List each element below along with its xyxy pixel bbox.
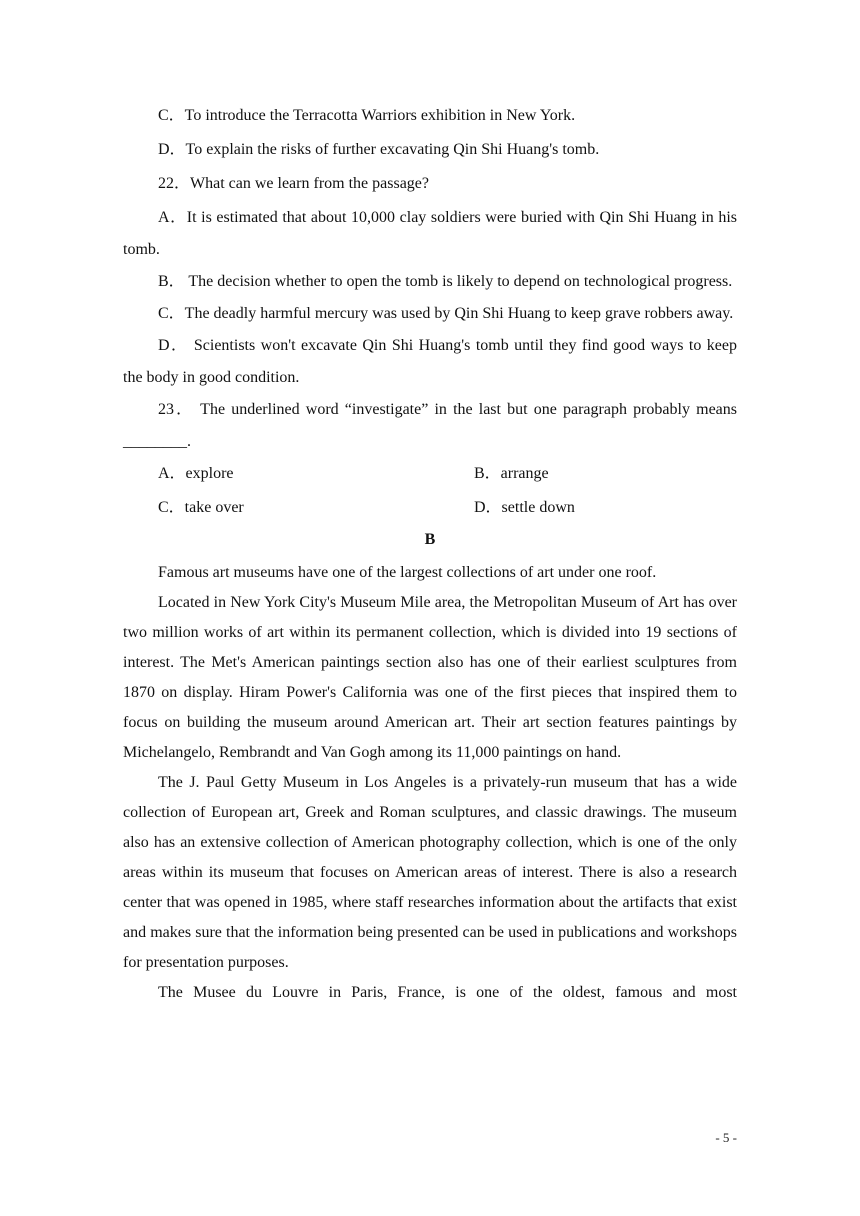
q23-stem: 23． The underlined word “investigate” in the last but one paragraph probably means ________. bbox=[123, 401, 737, 450]
passage-paragraph-1: Famous art museums have one of the largest collections of art under one roof. bbox=[158, 564, 657, 581]
q22-option-d: D． Scientists won't excavate Qin Shi Huang's tomb until they find good ways to keep the body in good condition. bbox=[123, 337, 737, 386]
q23-option-c: C．take over bbox=[158, 499, 244, 516]
q22-option-a: A．It is estimated that about 10,000 clay soldiers were buried with Qin Shi Huang in his tomb. bbox=[123, 209, 738, 258]
passage-paragraph-3: The J. Paul Getty Museum in Los Angeles is a privately-run museum that has a wide collection of European art, Greek and Roman sculptures, and classic drawings. The museum also has an extensive collection of American photography collection, which is one of the only areas within its museum that focuses on American areas of interest. There is also a research center that was opened in 1985, where staff researches information about the artifacts that exist and makes sure that the information being presented can be used in publications and workshops for presentation purposes. bbox=[123, 774, 737, 971]
q22-option-c: C．The deadly harmful mercury was used by Qin Shi Huang to keep grave robbers away. bbox=[158, 305, 734, 322]
section-heading: B bbox=[424, 531, 436, 548]
q21-option-c: C．To introduce the Terracotta Warriors exhibition in New York. bbox=[158, 107, 576, 124]
q22-stem: 22．What can we learn from the passage? bbox=[158, 175, 429, 192]
page-number: - 5 - bbox=[715, 1130, 737, 1145]
q21-option-d: D．To explain the risks of further excavating Qin Shi Huang's tomb. bbox=[158, 141, 600, 158]
q23-option-a: A．explore bbox=[158, 465, 234, 482]
q23-options-row-1 bbox=[123, 462, 737, 486]
q23-option-b: B．arrange bbox=[474, 465, 549, 482]
q23-options-row-2 bbox=[123, 496, 737, 520]
passage-paragraph-2: Located in New York City's Museum Mile area, the Metropolitan Museum of Art has over two million works of art within its permanent collection, which is divided into 19 sections of interest. The Met's American paintings section also has one of their earliest sculptures from 1870 on display. Hiram Power's California was one of the first pieces that inspired them to focus on building the museum around American art. Their art section features paintings by Michelangelo, Rembrandt and Van Gogh among its 11,000 paintings on hand. bbox=[123, 594, 737, 761]
passage-paragraph-4: The Musee du Louvre in Paris, France, is one of the oldest, famous and most bbox=[158, 984, 737, 1001]
document-body bbox=[123, 104, 737, 1008]
q22-option-b: B． The decision whether to open the tomb is likely to depend on technological progress. bbox=[158, 273, 733, 290]
q23-option-d: D．settle down bbox=[474, 499, 575, 516]
